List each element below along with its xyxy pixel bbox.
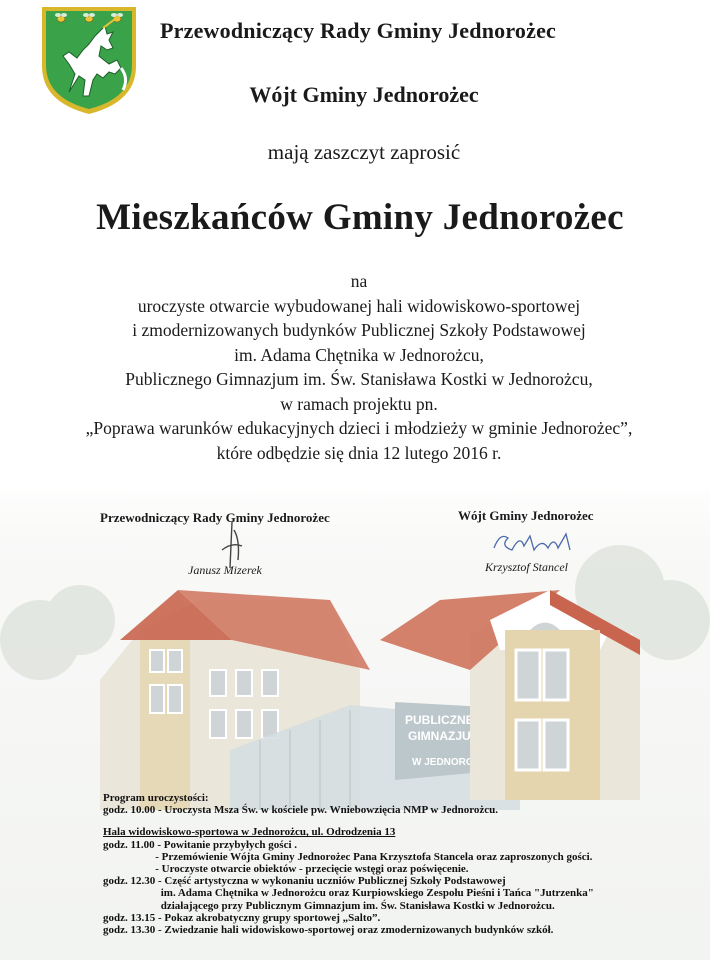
- body-line: w ramach projektu pn.: [280, 393, 438, 414]
- program-line: im. Adama Chętnika w Jednorożcu oraz Kurpiowskiego Zespołu Pieśni i Tańca "Jutrzenka": [103, 887, 594, 900]
- residents-heading: Mieszkańców Gminy Jednorożec: [96, 197, 624, 238]
- body-line: które odbędzie się dnia 12 lutego 2016 r.: [216, 442, 502, 463]
- body-line: i zmodernizowanych budynków Publicznej Szkoły Podstawowej: [132, 320, 586, 340]
- right-signatory-name: Krzysztof Stancel: [485, 560, 568, 574]
- program-line: godz. 13.30 - Zwiedzanie hali widowiskowo-sportowej oraz zmodernizowanych budynków szkół.: [103, 924, 554, 937]
- body-line: „Poprawa warunków edukacyjnych dzieci i młodzieży w gminie Jednorożec”,: [85, 418, 633, 438]
- program-title: Program uroczystości:: [103, 792, 209, 804]
- left-signatory-name: Janusz Mizerek: [188, 563, 262, 577]
- program-line: godz. 10.00 - Uroczysta Msza Św. w kościele pw. Wniebowzięcia NMP w Jednorożcu.: [103, 804, 499, 817]
- program-line: - Uroczyste otwarcie obiektów - przecięcie wstęgi oraz poświęcenie.: [103, 863, 469, 876]
- program-line: działającego przy Publicznym Gimnazjum im. Św. Stanisława Kostki w Jednorożcu.: [103, 899, 555, 912]
- body-line: na: [350, 271, 368, 291]
- body-line: uroczyste otwarcie wybudowanej hali widowiskowo-sportowej: [137, 295, 581, 316]
- body-line: im. Adama Chętnika w Jednorożcu,: [234, 344, 484, 365]
- program-line: godz. 11.00 - Powitanie przybyłych gości .: [103, 838, 298, 851]
- program-hall-address: Hala widowiskowo-sportowa w Jednorożcu, ul. Odrodzenia 13: [103, 826, 396, 839]
- right-handwritten-signature: [490, 528, 580, 556]
- ceremony-program: [103, 792, 594, 936]
- program-line: - Przemówienie Wójta Gminy Jednorożec Pana Krzysztofa Stancela oraz zaproszonych gości.: [103, 850, 593, 863]
- body-line: Publicznego Gimnazjum im. Św. Stanisława Kostki w Jednorożcu,: [125, 369, 593, 389]
- header-mayor: Wójt Gminy Jednorożec: [249, 82, 479, 107]
- invitation-body: [0, 269, 710, 465]
- program-line: godz. 13.15 - Pokaz akrobatyczny grupy sportowej „Salto”.: [103, 911, 381, 924]
- invite-phrase: mają zaszczyt zaprosić: [267, 140, 461, 164]
- right-signature-title: Wójt Gminy Jednorożec: [458, 508, 594, 523]
- program-line: godz. 12.30 - Część artystyczna w wykonaniu uczniów Publicznej Szkoły Podstawowej: [103, 875, 506, 888]
- left-signature-title: Przewodniczący Rady Gminy Jednorożec: [100, 510, 330, 525]
- header-council-chairman: Przewodniczący Rady Gminy Jednorożec: [160, 18, 557, 43]
